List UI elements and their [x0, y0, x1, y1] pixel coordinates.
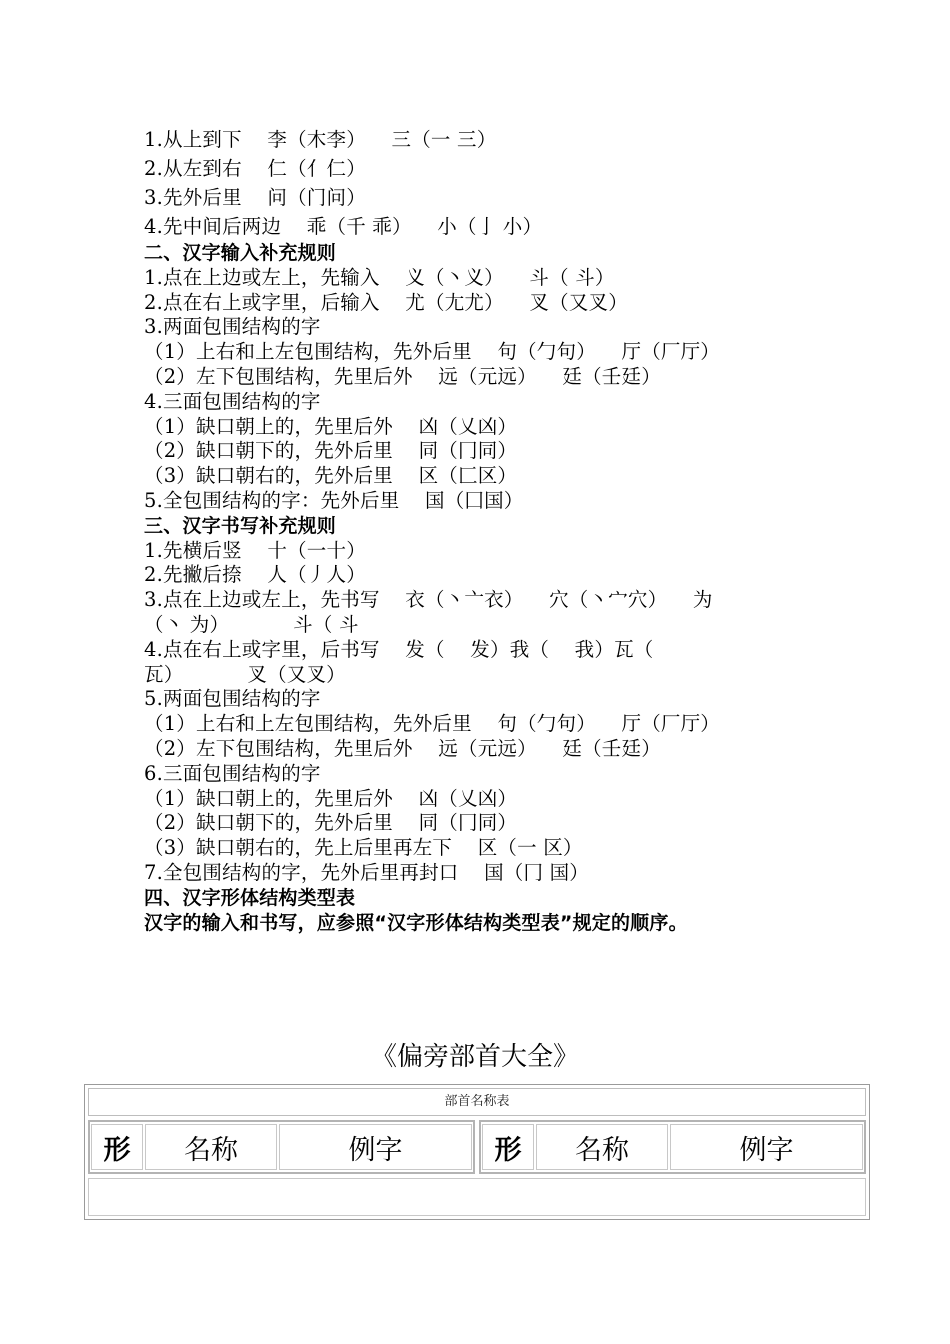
document-body	[144, 125, 824, 935]
rule-line: （3）缺口朝右的，先外后里 区（匚区）	[144, 464, 518, 488]
rule-line: 1.点在上边或左上，先输入 义（丶义） 斗（ 斗）	[144, 265, 615, 289]
table-row	[88, 1178, 866, 1216]
rule-line: （1）缺口朝上的，先里后外 凶（乂凶）	[144, 414, 518, 438]
section-heading: 三、汉字书写补充规则	[144, 514, 337, 537]
section-heading: 二、汉字输入补充规则	[144, 242, 337, 264]
rule-line: 6.三面包围结构的字	[144, 761, 321, 785]
rule-line: （2）缺口朝下的，先外后里 同（冂同）	[144, 811, 518, 835]
header-group-right	[479, 1120, 866, 1174]
header-shape: 形	[482, 1124, 534, 1170]
rule-line: （2）缺口朝下的，先外后里 同（冂同）	[144, 439, 518, 463]
rule-line: 4.点在右上或字里，后书写 发（ 发）我（ 我）瓦（	[144, 637, 654, 661]
bold-note: 汉字的输入和书写，应参照“汉字形体结构类型表”规定的顺序。	[144, 911, 688, 934]
header-shape: 形	[91, 1124, 143, 1170]
header-group-left	[88, 1120, 475, 1174]
rule-line: 5.全包围结构的字：先外后里 国（囗国）	[144, 488, 524, 512]
header-example: 例字	[279, 1124, 472, 1170]
rule-line: （1）缺口朝上的，先里后外 凶（乂凶）	[144, 786, 518, 810]
table-header-row	[88, 1120, 866, 1174]
header-example: 例字	[670, 1124, 863, 1170]
rule-line: （丶 为） 斗（ 斗	[144, 612, 359, 636]
section-heading: 四、汉字形体结构类型表	[144, 886, 356, 909]
rule-line: （2）左下包围结构，先里后外 远（元远） 廷（壬廷）	[144, 736, 661, 760]
rule-line: 2.点在右上或字里，后输入 尤（尢尤） 叉（又叉）	[144, 290, 628, 314]
rule-line: 5.两面包围结构的字	[144, 687, 321, 711]
rule-line: （2）左下包围结构，先里后外 远（元远） 廷（壬廷）	[144, 364, 661, 388]
rule-line: 4.三面包围结构的字	[144, 389, 321, 413]
rule-line: 瓦） 叉（又叉）	[144, 662, 346, 686]
rule-line: 4.先中间后两边 乖（千 乖） 小（亅 小）	[144, 215, 543, 238]
radical-name-table	[84, 1084, 870, 1220]
rule-line: （1）上右和上左包围结构，先外后里 句（勹句） 厅（厂厅）	[144, 340, 720, 364]
rule-line: 2.先撇后捺 人（丿人）	[144, 563, 366, 587]
table-caption: 部首名称表	[88, 1088, 866, 1116]
rule-line: 7.全包围结构的字，先外后里再封口 国（冂 国）	[144, 860, 589, 884]
rule-line: 1.先横后竖 十（一十）	[144, 538, 366, 562]
rule-line: 3.点在上边或左上，先书写 衣（丶亠衣） 穴（丶宀穴） 为	[144, 588, 713, 612]
page-title: 《偏旁部首大全》	[370, 1042, 579, 1072]
header-name: 名称	[536, 1124, 668, 1170]
rule-line: 3.先外后里 问（门问）	[144, 186, 366, 209]
rule-line: 2.从左到右 仁（亻仁）	[144, 157, 366, 180]
rule-line: 1.从上到下 李（木李） 三（一 三）	[144, 128, 497, 151]
header-name: 名称	[145, 1124, 277, 1170]
rule-line: （1）上右和上左包围结构，先外后里 句（勹句） 厅（厂厅）	[144, 712, 720, 736]
rule-line: 3.两面包围结构的字	[144, 315, 321, 339]
rule-line: （3）缺口朝右的，先上后里再左下 区（一 区）	[144, 836, 583, 860]
